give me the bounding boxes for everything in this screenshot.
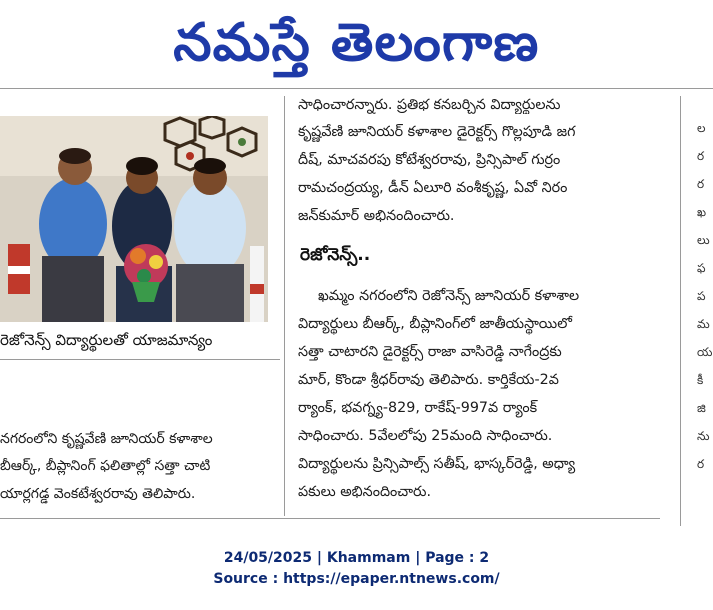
article-line: పకులు అభినందించారు. <box>298 484 432 500</box>
section-heading: రెజోనెన్స్.. <box>300 245 371 265</box>
column-divider-right <box>680 96 681 526</box>
article-line: జన్‌కుమార్ అభినందించారు. <box>298 208 455 224</box>
article-line: విద్యార్థులను ప్రిన్సిపాల్స్ సతీష్, భాస్కర్‌రెడ్డి, అధ్యా <box>298 456 576 472</box>
right-column-char: ప <box>697 289 706 303</box>
left-column-line: బీఆర్క్, బీప్లానింగ్ ఫలితాల్లో సత్తా చాటి <box>0 458 211 474</box>
right-column-char: ర <box>697 457 705 471</box>
right-column-char: ఖ <box>697 205 707 219</box>
article-line: మార్, కొండా శ్రీధర్‌రావు తెలిపారు. కార్తికేయ-2వ <box>298 372 559 388</box>
footer-meta: 24/05/2025 | Khammam | Page : 2 <box>223 550 490 566</box>
footer-source-link[interactable]: Source : https://epaper.ntnews.com/ <box>213 571 500 587</box>
article-line: ఖమ్మం నగరంలోని రెజోనెన్స్ జూనియర్ కళాశాల <box>318 288 580 304</box>
right-column-char: లు <box>697 233 710 247</box>
article-line: విద్యార్థులు బీఆర్క్, బీప్లానింగ్‌లో జాతీయస్థాయిలో <box>298 316 572 332</box>
article-line: దీష్, మాచవరపు కోటేశ్వరరావు, ప్రిన్సిపాల్ గుర్రం <box>298 152 561 168</box>
article-line: సాధించారన్నారు. ప్రతిభ కనబర్చిన విద్యార్థులను <box>298 98 561 113</box>
left-column-line: నగరంలోని కృష్ణవేణి జూనియర్ కళాశాల <box>0 431 213 447</box>
right-column-char: ను <box>697 429 710 443</box>
right-column-char: య <box>697 345 713 359</box>
left-column-line: యార్లగడ్డ వెంకటేశ్వరరావు తెలిపారు. <box>0 486 196 502</box>
top-rule <box>0 88 713 89</box>
newspaper-logo: నమస్తే తెలంగాణ <box>173 13 540 73</box>
right-column-char: ఫ <box>697 261 706 275</box>
news-photo <box>0 116 268 322</box>
right-column-char: మ <box>697 317 710 331</box>
article-line: కృష్ణవేణి జూనియర్ కళాశాల డైరెక్టర్స్ గొల్లపూడి జగ <box>298 124 576 140</box>
column-divider-left <box>284 96 285 516</box>
article-line: రామచంద్రయ్య, డీన్ ఏలూరి వంశీకృష్ణ, ఏవో నిరం <box>298 180 568 196</box>
right-column-char: ర <box>697 177 705 191</box>
photo-illustration <box>0 116 268 322</box>
right-column-char: కీ <box>697 373 704 387</box>
bottom-rule <box>0 518 660 519</box>
right-column-char: ల <box>697 121 706 135</box>
right-column-char: ర <box>697 149 705 163</box>
right-column-char: జి <box>697 401 706 415</box>
article-line: ర్యాంక్, భవగ్న్య-829, రాకేష్-997వ ర్యాంక్ <box>298 400 538 416</box>
masthead <box>0 0 713 86</box>
article-line: సాధించారు. 5వేలలోపు 25మంది సాధించారు. <box>298 428 553 444</box>
caption-rule <box>0 359 280 360</box>
photo-caption: రెజోనెన్స్ విద్యార్థులతో యాజమాన్యం <box>0 331 213 349</box>
article-line: సత్తా చాటారని డైరెక్టర్స్ రాజా వాసిరెడ్డి నాగేంద్రకు <box>298 344 562 360</box>
